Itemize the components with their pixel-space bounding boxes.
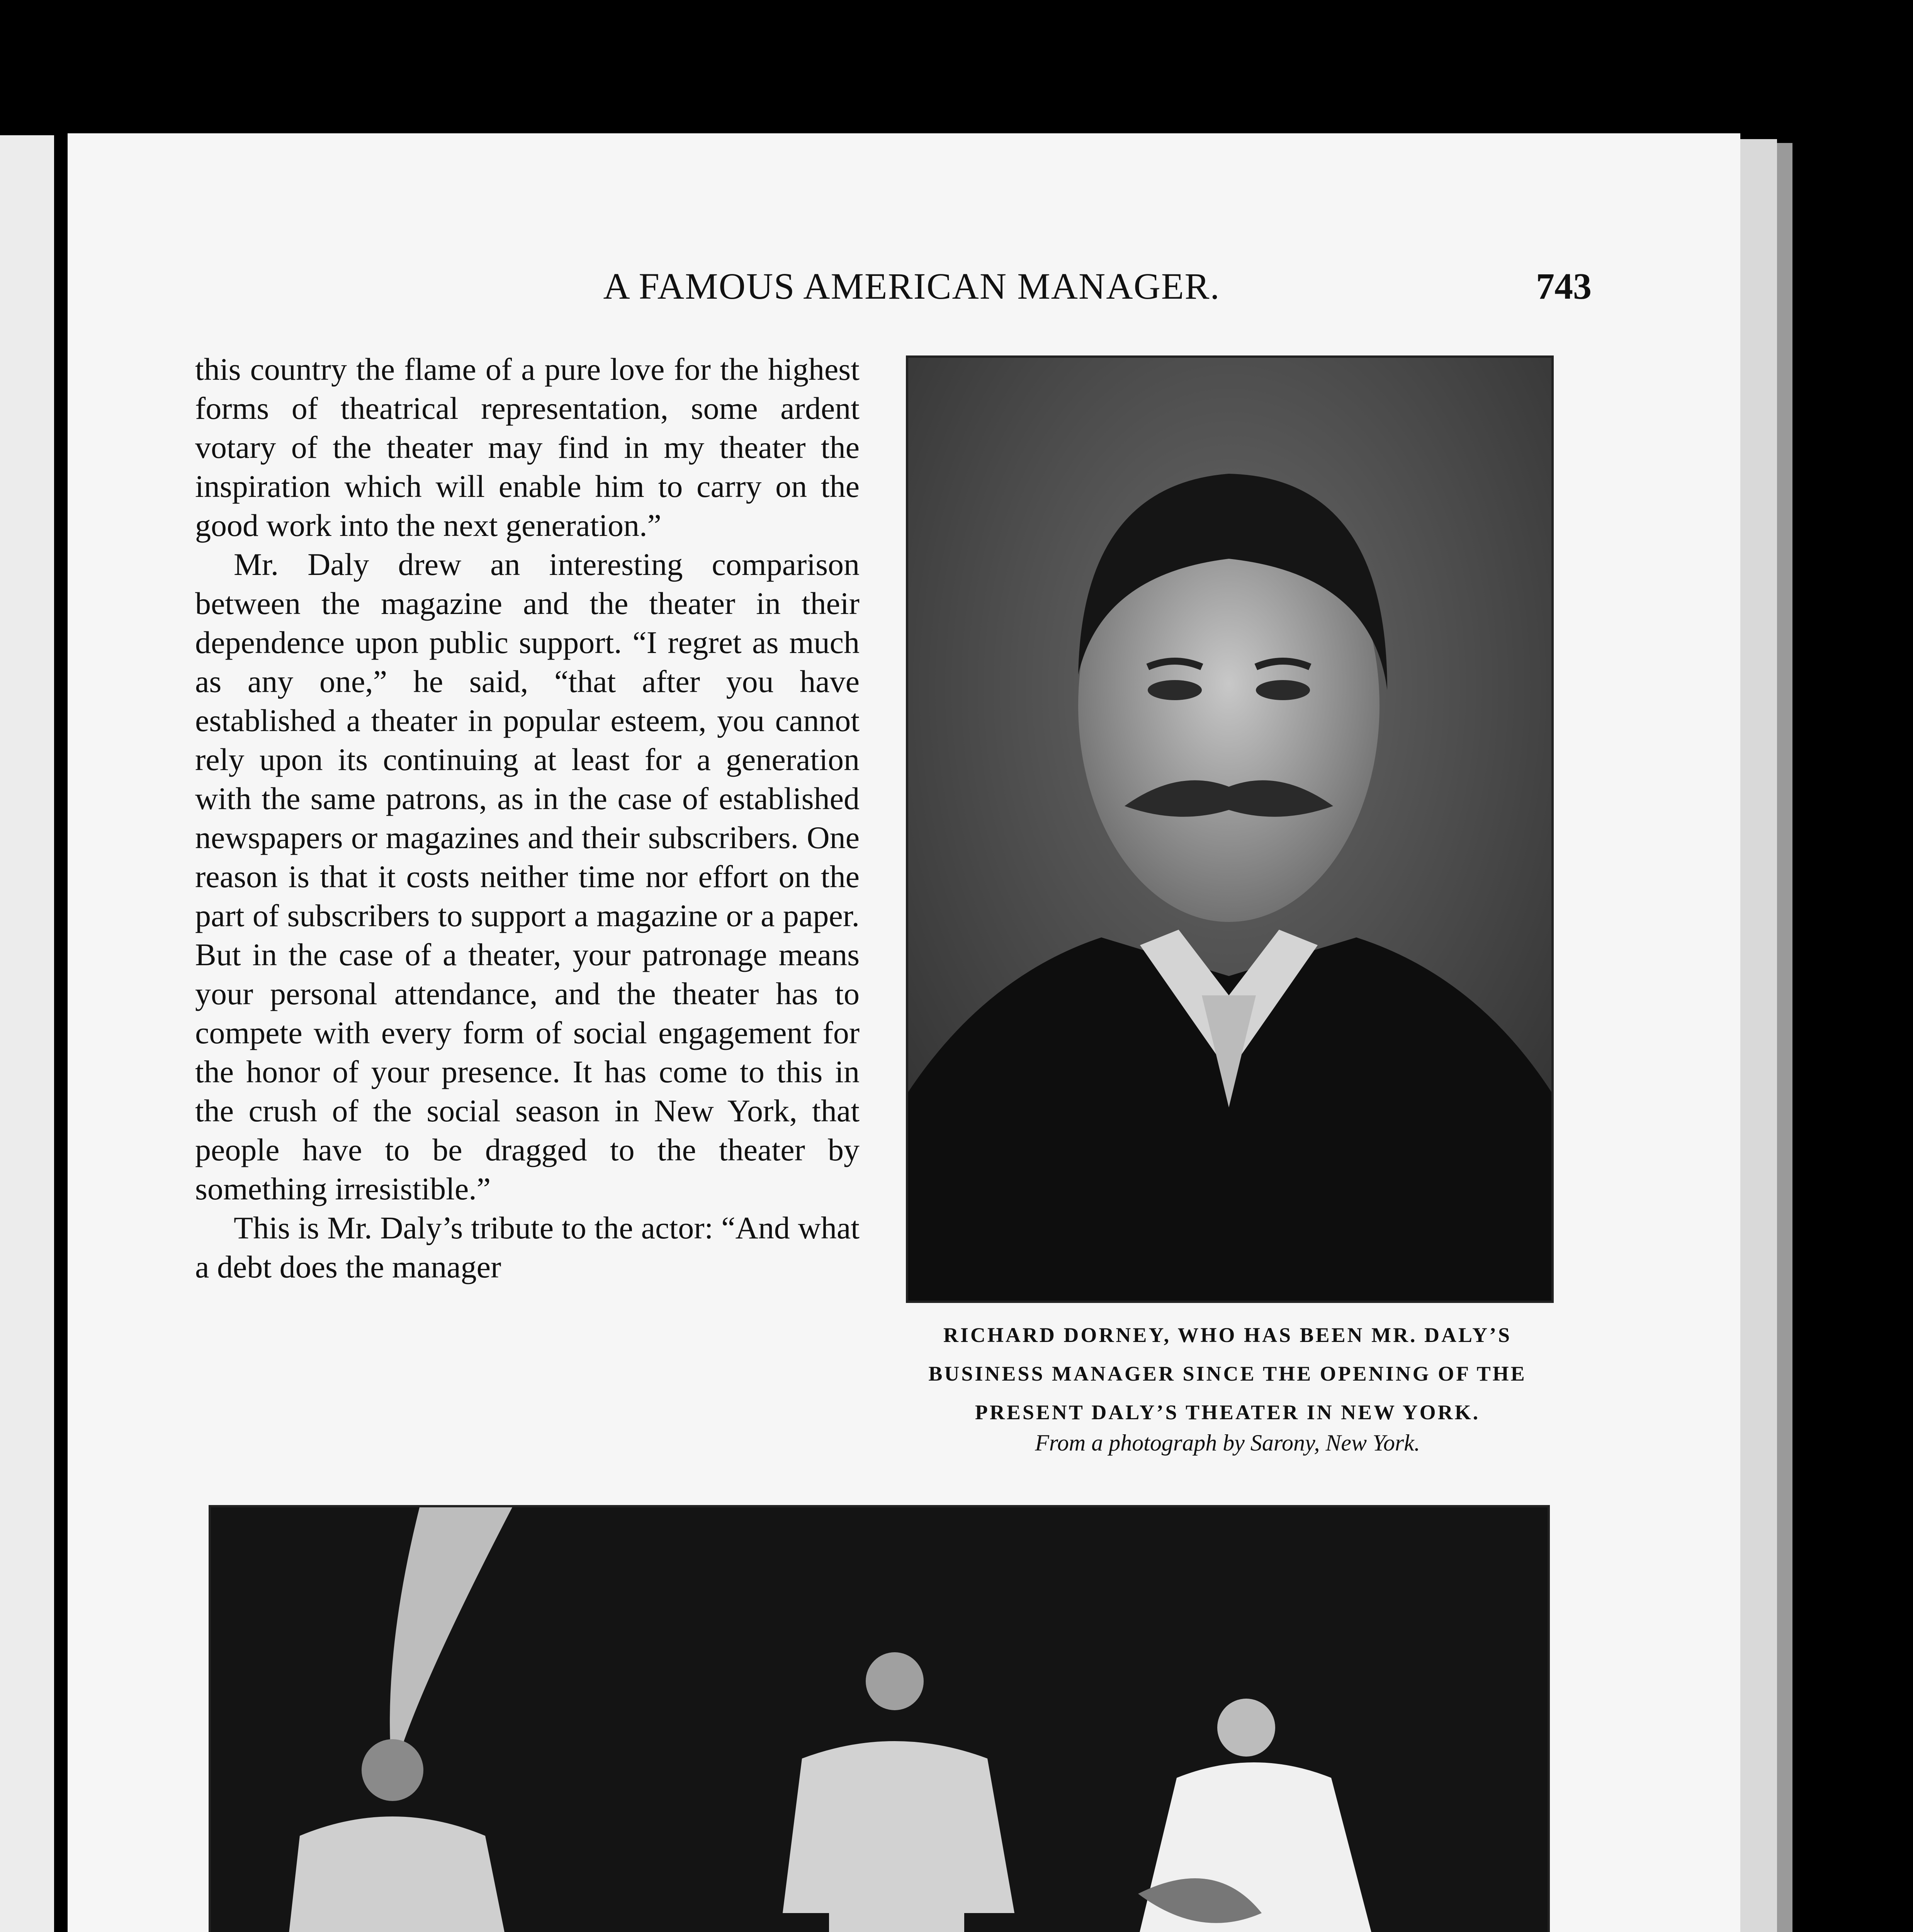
- stage-scene-photograph: [209, 1505, 1550, 1932]
- portrait-photograph: [906, 355, 1554, 1303]
- portrait-caption: RICHARD DORNEY, WHO HAS BEEN MR. DALY’S BUSINESS MANAGER SINCE THE OPENING OF THE PRESENT DALY’S THEATER IN NEW YORK.: [928, 1323, 1527, 1424]
- page-edge: [1740, 139, 1777, 1932]
- page-number: 743: [1536, 265, 1592, 307]
- adjacent-page-edge: [0, 135, 54, 1932]
- running-title: A FAMOUS AMERICAN MANAGER.: [603, 265, 1220, 307]
- portrait-photo-credit: From a photograph by Sarony, New York.: [1035, 1430, 1420, 1456]
- paragraph: Mr. Daly drew an interesting comparison between the magazine and the theater in their dependence upon public support. “I regret as much as any one,” he said, “that after you have established a theater in popular esteem, you cannot rely upon its continuing at least for a generation with the same patrons, as in the case of established newspapers or magazines and their subscribers. One reason is that it costs neither time nor effort on the part of subscribers to support a magazine or a paper. But in the case of a theater, your patronage means your personal attendance, and the theater has to compete with every form of social engagement for the honor of your presence. It has come to this in the crush of the social season in New York, that people have to be dragged to the theater by something irresistible.”: [195, 547, 860, 1206]
- paragraph: this country the flame of a pure love for the highest forms of theatrical representation, some ardent votary of the theater may find in my theater the inspiration which will enable him to carry on the good work into the next generation.”: [195, 352, 860, 543]
- stage-scene-image: [211, 1507, 1548, 1932]
- article-column: [195, 350, 860, 1286]
- paragraph: This is Mr. Daly’s tribute to the actor: “And what a debt does the manager: [195, 1210, 860, 1284]
- portrait-photo-image: [908, 358, 1551, 1301]
- page-edge-shadow: [1777, 143, 1792, 1932]
